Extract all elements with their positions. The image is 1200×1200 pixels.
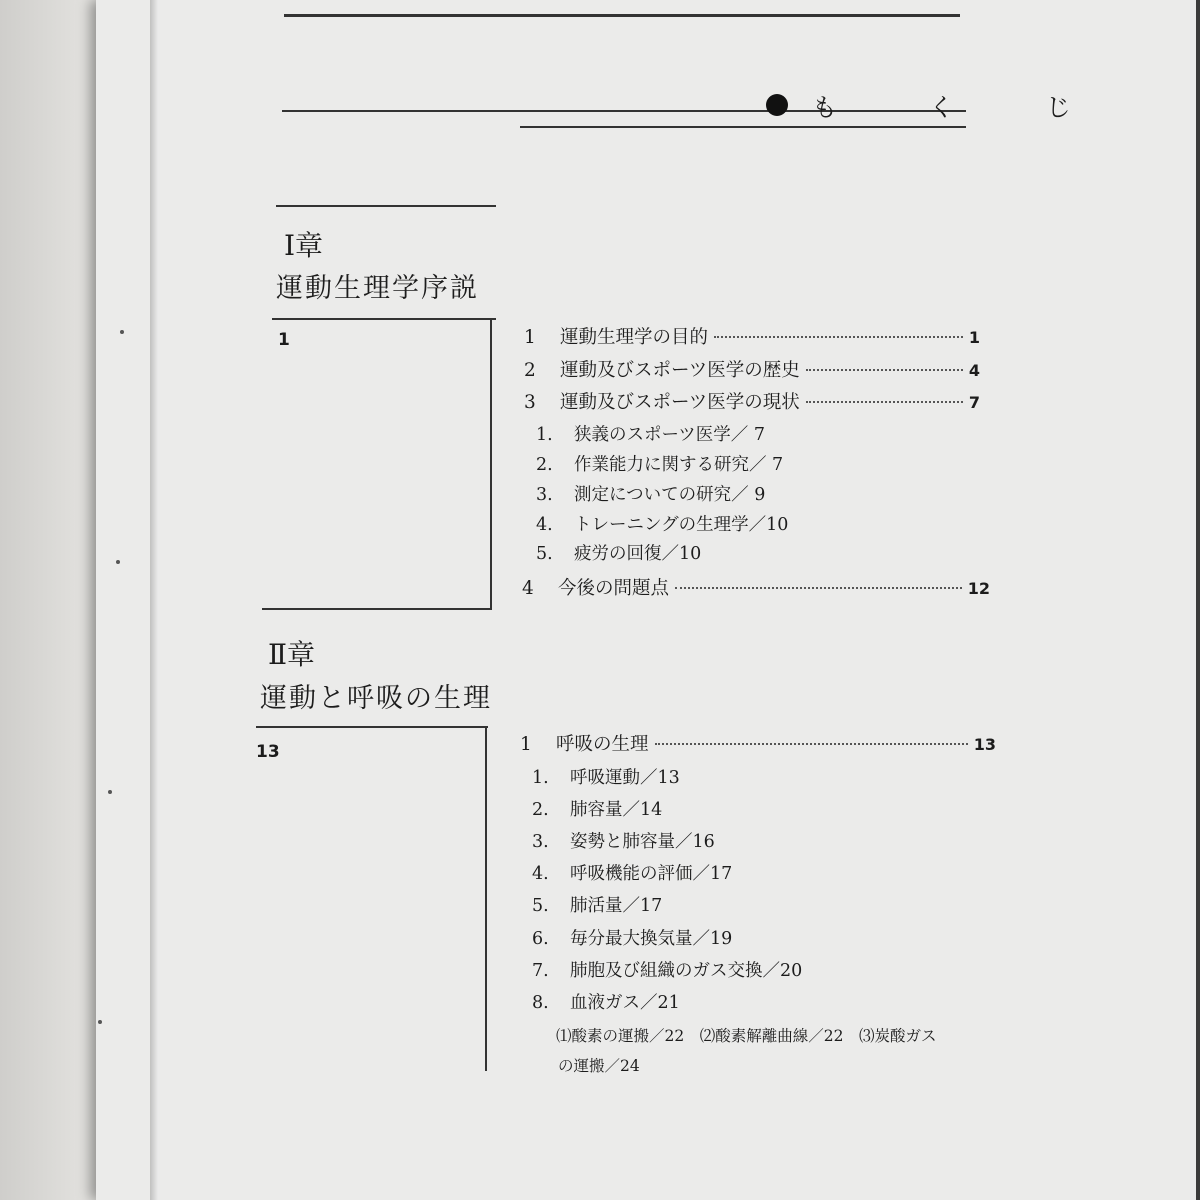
section-title: 運動及びスポーツ医学の歴史	[560, 360, 800, 381]
chapter-1-start-page: 1	[278, 330, 290, 350]
subsection-text: 肺容量／14	[570, 800, 663, 820]
section-page: 7	[968, 393, 980, 412]
chapter-2-title: 運動と呼吸の生理	[260, 683, 492, 714]
chapter-2-box-top	[256, 726, 488, 728]
chapter-2-number: Ⅱ章	[268, 638, 316, 671]
toc-heading: も く じ	[812, 93, 1113, 122]
binding-hole	[108, 790, 112, 794]
subsection-text: 肺胞及び組織のガス交換／20	[570, 961, 803, 981]
section-number: 3	[524, 392, 536, 413]
section-number: 1	[524, 327, 536, 348]
subsection-number: 6.	[532, 929, 549, 949]
subsection-number: 4.	[532, 864, 549, 884]
chapter-1-box-bottom	[262, 608, 492, 610]
section-number: 4	[522, 578, 534, 599]
toc-subsection[interactable]	[532, 796, 662, 821]
subsection-text: 狭義のスポーツ医学／ 7	[574, 425, 765, 445]
header-rule-secondary	[520, 126, 966, 128]
toc-subsection[interactable]	[536, 451, 783, 476]
bullet-icon	[766, 94, 788, 116]
toc-subsection[interactable]	[532, 860, 732, 885]
toc-subsection[interactable]	[532, 892, 662, 917]
toc-subsection[interactable]	[536, 540, 701, 565]
subsection-number: 2.	[532, 800, 549, 820]
chapter-2-start-page: 13	[256, 742, 280, 762]
subsection-text: 呼吸運動／13	[570, 768, 680, 788]
subsection-text: 疲労の回復／10	[574, 544, 702, 564]
toc-subsection[interactable]	[532, 989, 680, 1014]
toc-section[interactable]	[522, 574, 990, 600]
subsection-text: 呼吸機能の評価／17	[570, 864, 733, 884]
leader-dots	[806, 401, 963, 403]
toc-section[interactable]	[524, 356, 980, 382]
subsection-text: 姿勢と肺容量／16	[570, 832, 715, 852]
toc-subsection[interactable]	[536, 511, 788, 536]
chapter-2-box-side	[485, 726, 487, 1071]
page-gutter-shadow	[150, 0, 158, 1200]
subsection-number: 8.	[532, 993, 549, 1013]
subsection-number: 5.	[532, 896, 549, 916]
section-title: 運動生理学の目的	[560, 327, 709, 348]
subsection-text: 血液ガス／21	[570, 993, 680, 1013]
leader-dots	[806, 369, 963, 371]
subsection-text: トレーニングの生理学／10	[574, 515, 789, 535]
top-rule	[284, 14, 960, 17]
subsection-text: 毎分最大換気量／19	[570, 929, 733, 949]
chapter-1-box-side	[490, 318, 492, 608]
toc-subsection[interactable]	[536, 421, 765, 446]
subsection-number: 1.	[536, 425, 553, 445]
subsection-detail: ⑴酸素の運搬／22 ⑵酸素解離曲線／22 ⑶炭酸ガス	[556, 1027, 937, 1045]
subsection-text: 測定についての研究／ 9	[574, 485, 766, 505]
subsection-number: 4.	[536, 515, 553, 535]
book-page	[96, 0, 1200, 1200]
section-page: 4	[968, 361, 980, 380]
toc-subsection[interactable]	[532, 957, 802, 982]
subsection-number: 3.	[532, 832, 549, 852]
toc-section[interactable]	[520, 730, 996, 756]
section-title: 呼吸の生理	[556, 734, 649, 755]
subsection-text: 肺活量／17	[570, 896, 663, 916]
chapter-1-rule	[276, 205, 496, 207]
toc-subsection[interactable]	[536, 481, 765, 506]
section-title: 今後の問題点	[558, 578, 670, 599]
section-number: 1	[520, 734, 532, 755]
toc-section[interactable]	[524, 323, 980, 349]
background-edge	[1196, 0, 1200, 1200]
chapter-1-box-top	[272, 318, 496, 320]
subsection-number: 7.	[532, 961, 549, 981]
binding-hole	[116, 560, 120, 564]
leader-dots	[714, 336, 963, 338]
binding-hole	[120, 330, 124, 334]
section-number: 2	[524, 360, 536, 381]
section-page: 1	[968, 328, 980, 347]
leader-dots	[675, 587, 962, 589]
subsection-number: 3.	[536, 485, 553, 505]
subsection-text: 作業能力に関する研究／ 7	[574, 455, 784, 475]
subsection-number: 5.	[536, 544, 553, 564]
chapter-1-title: 運動生理学序説	[276, 273, 479, 304]
section-title: 運動及びスポーツ医学の現状	[560, 392, 800, 413]
section-page: 13	[973, 735, 996, 754]
section-page: 12	[967, 579, 990, 598]
binding-hole	[98, 1020, 102, 1024]
toc-subsection[interactable]	[532, 828, 715, 853]
subsection-detail: の運搬／24	[558, 1057, 640, 1075]
toc-section[interactable]	[524, 388, 980, 414]
subsection-number: 1.	[532, 768, 549, 788]
subsection-number: 2.	[536, 455, 553, 475]
leader-dots	[655, 743, 968, 745]
toc-subsection[interactable]	[532, 925, 732, 950]
toc-subsection[interactable]	[532, 764, 680, 789]
chapter-1-number: Ⅰ章	[284, 229, 324, 262]
